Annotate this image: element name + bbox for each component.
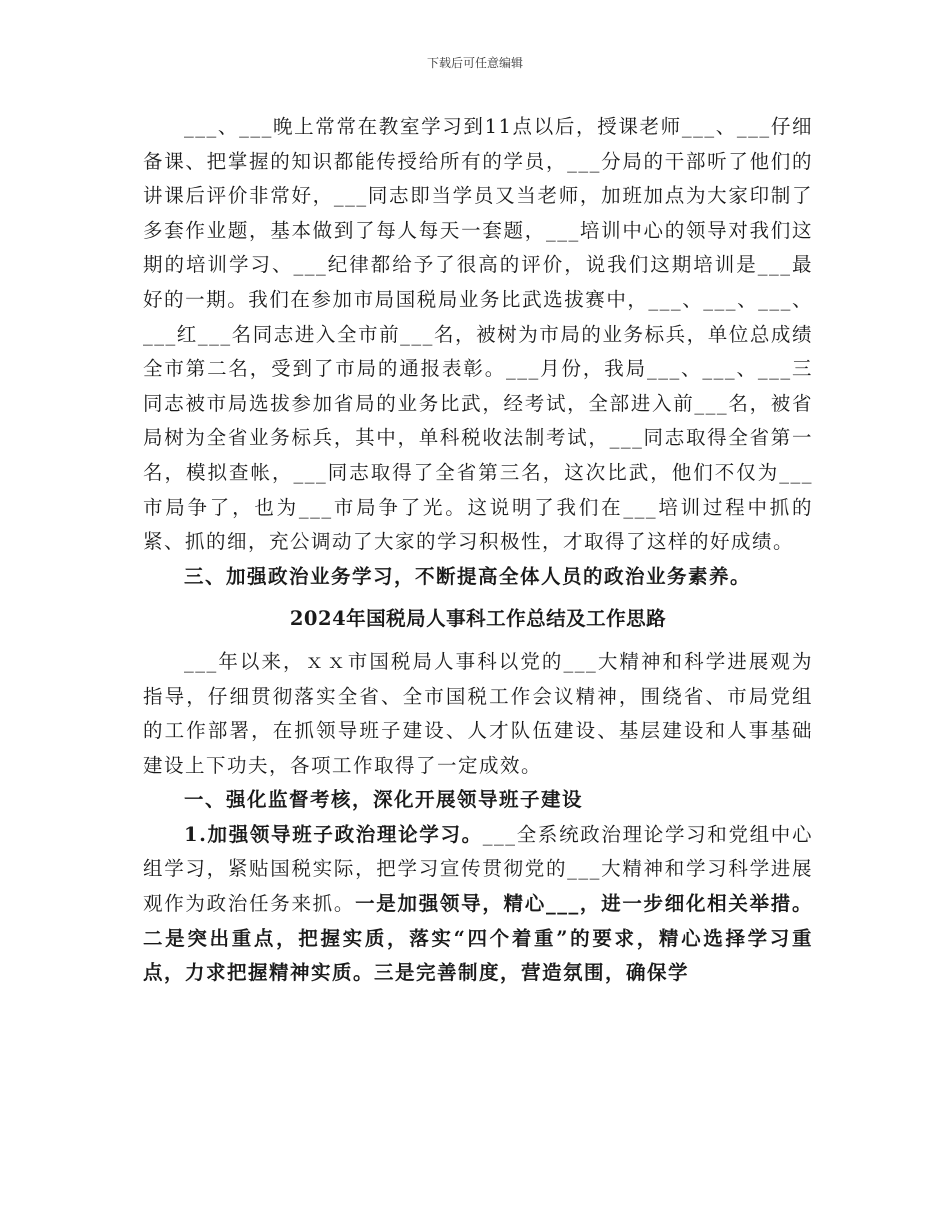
- paragraph-bold-tail: 一是加强领导，精心___，进一步细化相关举措。二是突出重点，把握实质，落实“四个着重”的要求，精心选择学习重点，力求把握精神实质。三是完善制度，营造氛围，确保学: [143, 892, 813, 985]
- paragraph-training-results: ___、___晚上常常在教室学习到11点以后，授课老师___、___仔细备课、把掌握的知识都能传授给所有的学员，___分局的干部听了他们的讲课后评价非常好，___同志即当学员又当老师，加班加点为大家印制了多套作业题，基本做到了每人每天一套题，___培训中心的领导对我们这期的培训学习、___纪律都给予了很高的评价，说我们这期培训是___最好的一期。我们在参加市局国税局业务比武选拔赛中，___、___、___、___红___名同志进入全市前___名，被树为市局的业务标兵，单位总成绩全市第二名，受到了市局的通报表彰。___月份，我局___、___、___三同志被市局选拔参加省局的业务比武，经考试，全部进入前___名，被省局树为全省业务标兵，其中，单科税收法制考试，___同志取得全省第一名，模拟查帐，___同志取得了全省第三名，这次比武，他们不仅为___市局争了，也为___市局争了光。这说明了我们在___培训过程中抓的紧、抓的细，充公调动了大家的学习积极性，才取得了这样的好成绩。: [143, 115, 813, 554]
- paragraph-intro: ___年以来，ｘｘ市国税局人事科以党的___大精神和科学进展观为指导，仔细贯彻落实全省、全市国税工作会议精神，围绕省、市局党组的工作部署，在抓领导班子建设、人才队伍建设、基层建设和人事基础建设上下功夫，各项工作取得了一定成效。: [143, 649, 813, 777]
- section-heading-three: 三、加强政治业务学习，不断提高全体人员的政治业务素养。: [184, 564, 752, 588]
- paragraph-leadership-study: [143, 818, 813, 991]
- paragraph-normal-text: ___全系统政治理论学习和党组中心组学习，紧贴国税实际，把学习宣传贯彻党的___大精神和学习科学进展观作为政治任务来抓。: [143, 822, 813, 916]
- section-heading-one: 一、强化监督考核，深化开展领导班子建设: [184, 788, 584, 812]
- paragraph-bold-lead: 1.加强领导班子政治理论学习。: [184, 822, 483, 846]
- page-header: 下载后可任意编辑: [426, 56, 523, 70]
- document-body: [143, 110, 813, 991]
- document-title: 2024年国税局人事科工作总结及工作思路: [289, 607, 667, 631]
